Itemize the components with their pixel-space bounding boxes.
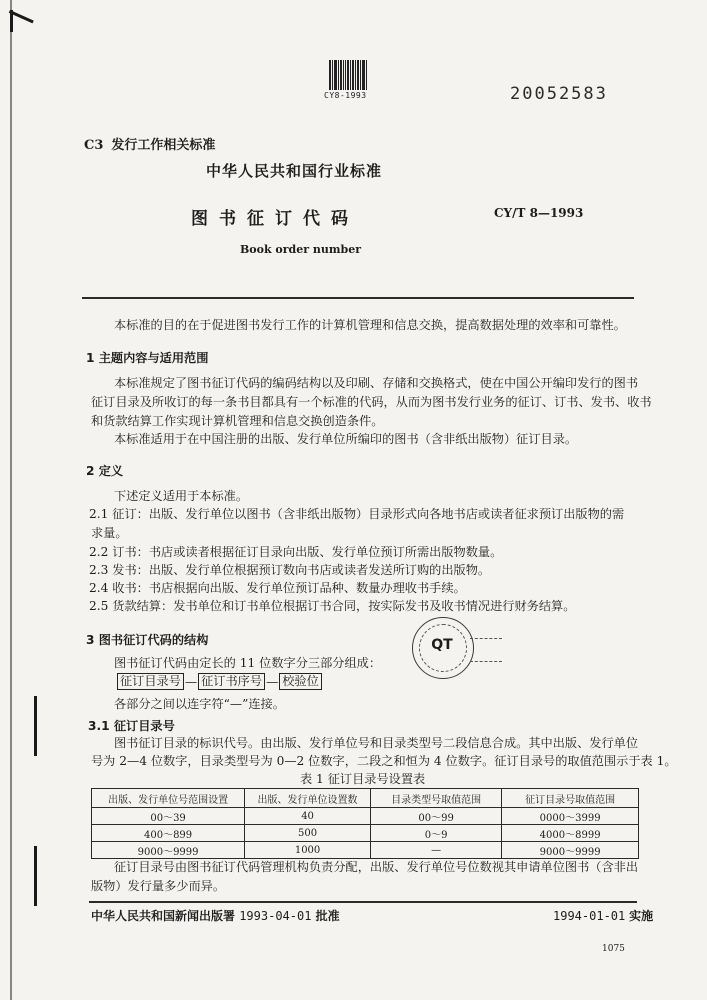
definition-2-3: 2.3 发书：出版、发行单位根据预订数向书店或读者发送所订购的出版物。 (89, 563, 491, 577)
table-cell: 400～899 (92, 825, 245, 842)
section-3-1-text: 号为 2—4 位数字，目录类型号为 0—2 位数字，二段之和恒为 4 位数字。征订目录号的取值范围示于表 1。 (91, 754, 677, 768)
table-header-row (92, 789, 639, 808)
approval-date: 1993-04-01 (239, 909, 312, 923)
code-part-book-sequence: 征订书序号 (198, 673, 265, 690)
document-number: 20052583 (510, 84, 608, 104)
table-cell: 9000～9999 (92, 842, 245, 859)
definition-2-1: 2.1 征订：出版、发行单位以图书（含非纸出版物）目录形式向各地书店或读者征求预订出版物的需 (89, 507, 625, 521)
section-3-1-heading: 3.1 征订目录号 (88, 719, 175, 733)
table-title: 表 1 征订目录号设置表 (300, 772, 426, 786)
code-separator: — (184, 674, 198, 689)
table-cell: 0～9 (370, 825, 501, 842)
header-rule (82, 297, 634, 299)
implementation-line (553, 907, 653, 924)
section-3-1-text: 图书征订目录的标识代号。由出版、发行单位号和目录类型号二段信息合成。其中出版、发行单位 (114, 736, 639, 750)
table-cell: 40 (245, 808, 371, 825)
table-row (92, 808, 639, 825)
table-row (92, 825, 639, 842)
stamp-tail (470, 638, 502, 662)
implementation-label: 实施 (629, 909, 654, 923)
classification-code: C3 (84, 138, 104, 153)
code-part-check-digit: 校验位 (279, 673, 322, 690)
section-1-text: 和货款结算工作实现计算机管理和信息交换创造条件。 (91, 414, 384, 428)
section-3-1-text: 征订目录号由图书征订代码管理机构负责分配，出版、发行单位号位数视其申请单位图书（含非出 (114, 860, 639, 874)
table-cell: 00～99 (370, 808, 501, 825)
stamp-text: QT (431, 637, 453, 653)
definition-2-1: 求量。 (91, 526, 128, 540)
table-header-cell: 征订目录号取值范围 (502, 789, 639, 808)
standard-code: CY/T 8—1993 (494, 206, 584, 220)
table-cell: 500 (245, 825, 371, 842)
footer-rule (89, 901, 637, 903)
approval-line (91, 907, 340, 924)
table-row (92, 842, 639, 859)
section-2-lead: 下述定义适用于本标准。 (114, 489, 249, 503)
section-1-text: 本标准适用于在中国注册的出版、发行单位所编印的图书（含非纸出版物）征订目录。 (114, 432, 578, 446)
table-header-cell: 目录类型号取值范围 (370, 789, 501, 808)
code-separator: — (266, 674, 279, 689)
document-title-english: Book order number (240, 243, 361, 256)
catalog-number-table (91, 788, 639, 859)
table-cell: 9000～9999 (502, 842, 639, 859)
table-cell: 1000 (245, 842, 371, 859)
definition-2-4: 2.4 收书：书店根据向出版、发行单位预订品种、数量办理收书手续。 (89, 581, 466, 595)
barcode-image (329, 60, 367, 90)
margin-mark (34, 696, 37, 756)
document-title: 图书征订代码 (191, 209, 359, 229)
definition-2-5: 2.5 货款结算：发书单位和订书单位根据订书合同，按实际发书及收书情况进行财务结算。 (89, 599, 576, 613)
code-structure (117, 673, 322, 690)
classification-label: 发行工作相关标准 (111, 138, 216, 153)
approval-stamp (412, 617, 474, 679)
section-3-1-text: 版物）发行量多少而异。 (91, 879, 226, 893)
table-cell: 00～39 (92, 808, 245, 825)
approver: 中华人民共和国新闻出版署 (91, 909, 236, 923)
section-1-heading: 1 主题内容与适用范围 (86, 351, 209, 365)
margin-mark (34, 846, 37, 906)
barcode-text: CY8-1993 (324, 91, 367, 100)
table-header-cell: 出版、发行单位设置数 (245, 789, 371, 808)
implementation-date: 1994-01-01 (553, 909, 626, 923)
section-2-heading: 2 定义 (86, 464, 124, 478)
standard-kind: 中华人民共和国行业标准 (206, 162, 383, 180)
section-3-text: 图书征订代码由定长的 11 位数字分三部分组成： (114, 656, 382, 670)
table-cell: 4000～8999 (502, 825, 639, 842)
table-header-cell: 出版、发行单位号范围设置 (92, 789, 245, 808)
table-cell: 0000～3999 (502, 808, 639, 825)
section-1-text: 本标准规定了图书征订代码的编码结构以及印刷、存储和交换格式，使在中国公开编印发行的图书 (114, 376, 639, 390)
definition-2-2: 2.2 订书：书店或读者根据征订目录向出版、发行单位预订所需出版物数量。 (89, 545, 503, 559)
section-1-text: 征订目录及所收订的每一条书目都具有一个标准的代码，从而为图书发行业务的征订、订书、发书、收书 (91, 395, 652, 409)
section-3-text: 各部分之间以连字符“—”连接。 (114, 697, 285, 711)
scan-corner-mark (10, 10, 41, 32)
code-part-catalog-number: 征订目录号 (117, 673, 184, 690)
approval-label: 批准 (315, 909, 340, 923)
table-cell: — (370, 842, 501, 859)
scan-edge (10, 0, 12, 1000)
page-number: 1075 (602, 944, 625, 954)
classification (84, 134, 215, 153)
section-3-heading: 3 图书征订代码的结构 (86, 633, 209, 647)
intro-paragraph: 本标准的目的在于促进图书发行工作的计算机管理和信息交换，提高数据处理的效率和可靠性。 (114, 318, 626, 332)
